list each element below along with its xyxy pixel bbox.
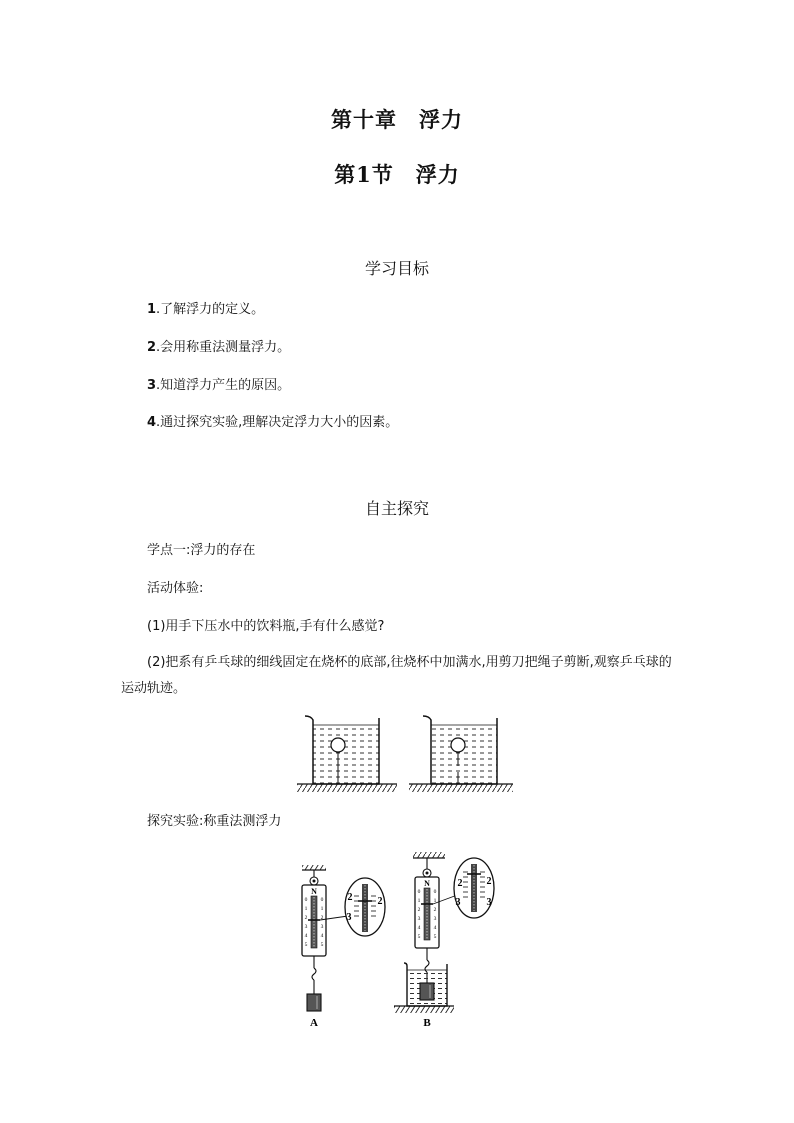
question-1: (1)用手下压水中的饮料瓶,手有什么感觉? xyxy=(147,619,385,634)
chapter-title: 第十章 浮力 xyxy=(331,107,463,132)
scale-left-tick: 4 xyxy=(417,925,421,931)
zoom-circle-b xyxy=(433,858,494,918)
activity-label: 活动体验: xyxy=(147,581,204,596)
goal-number: 3 xyxy=(147,378,157,393)
zoom-tick: 3 xyxy=(486,897,492,908)
goals-heading: 学习目标 xyxy=(364,259,429,278)
goal-text: .会用称重法测量浮力。 xyxy=(156,340,291,355)
scale-right-tick: 1 xyxy=(320,906,324,912)
scale-left-tick: 3 xyxy=(304,924,308,930)
spring-scale-a xyxy=(302,865,326,1029)
label-b: B xyxy=(423,1017,431,1029)
scale-right-tick: 5 xyxy=(320,942,324,948)
scale-left-tick: 5 xyxy=(417,934,421,940)
zoom-tick: 2 xyxy=(457,878,463,889)
zoom-tick: 2 xyxy=(486,876,492,887)
goal-number: 4 xyxy=(147,415,157,430)
scale-left-tick: 3 xyxy=(417,916,421,922)
unit-label: N xyxy=(311,887,317,896)
goal-text: .通过探究实验,理解决定浮力大小的因素。 xyxy=(156,415,399,430)
scale-left-tick: 2 xyxy=(304,915,308,921)
scale-right-tick: 0 xyxy=(320,897,324,903)
question-2: (2)把系有乒乓球的细线固定在烧杯的底部,往烧杯中加满水,用剪刀把绳子剪断,观察乒乓球的运动轨迹。 xyxy=(121,655,672,696)
spring-scale-b xyxy=(394,852,454,1029)
scale-left-tick: 1 xyxy=(417,898,421,904)
scale-right-tick: 4 xyxy=(320,933,324,939)
goal-text: .了解浮力的定义。 xyxy=(156,302,265,317)
weight-block-icon xyxy=(420,983,434,1000)
scale-left-tick: 1 xyxy=(304,906,308,912)
goal-item-3 xyxy=(147,378,290,394)
scale-left-tick: 0 xyxy=(417,889,421,895)
spring-scale-figure xyxy=(290,846,520,1031)
goal-number: 1 xyxy=(147,302,157,317)
scale-right-tick: 2 xyxy=(320,915,324,921)
scale-right-tick: 3 xyxy=(320,924,324,930)
scale-right-tick: 1 xyxy=(433,898,437,904)
beaker-right xyxy=(409,716,513,792)
scale-right-tick: 0 xyxy=(433,889,437,895)
label-a: A xyxy=(310,1017,318,1029)
weight-block-icon xyxy=(307,994,321,1011)
scale-left-tick: 2 xyxy=(417,907,421,913)
goal-text: .知道浮力产生的原因。 xyxy=(156,378,291,393)
goal-number: 2 xyxy=(147,340,157,355)
goal-item-1 xyxy=(147,302,264,318)
goal-item-2 xyxy=(147,340,290,356)
zoom-circle-a xyxy=(320,878,385,936)
scale-left-tick: 0 xyxy=(304,897,308,903)
zoom-tick: 3 xyxy=(455,897,461,908)
unit-label: N xyxy=(424,879,430,888)
scale-right-tick: 4 xyxy=(433,925,437,931)
learning-point-1: 学点一:浮力的存在 xyxy=(147,543,256,558)
beaker-left xyxy=(297,716,397,792)
scale-right-tick: 3 xyxy=(433,916,437,922)
scale-right-tick: 2 xyxy=(433,907,437,913)
goal-item-4 xyxy=(147,415,398,431)
ping-pong-ball-icon xyxy=(331,738,345,752)
experiment-label: 探究实验:称重法测浮力 xyxy=(147,814,282,829)
zoom-tick: 2 xyxy=(347,892,353,903)
section-title: 第1节 浮力 xyxy=(334,162,460,187)
zoom-tick: 2 xyxy=(377,896,383,907)
explore-heading: 自主探究 xyxy=(364,499,429,518)
scale-right-tick: 5 xyxy=(433,934,437,940)
scale-left-tick: 5 xyxy=(304,942,308,948)
beaker-figure xyxy=(295,708,525,798)
scale-left-tick: 4 xyxy=(304,933,308,939)
ping-pong-ball-icon xyxy=(451,738,465,752)
zoom-tick: 3 xyxy=(346,912,352,923)
